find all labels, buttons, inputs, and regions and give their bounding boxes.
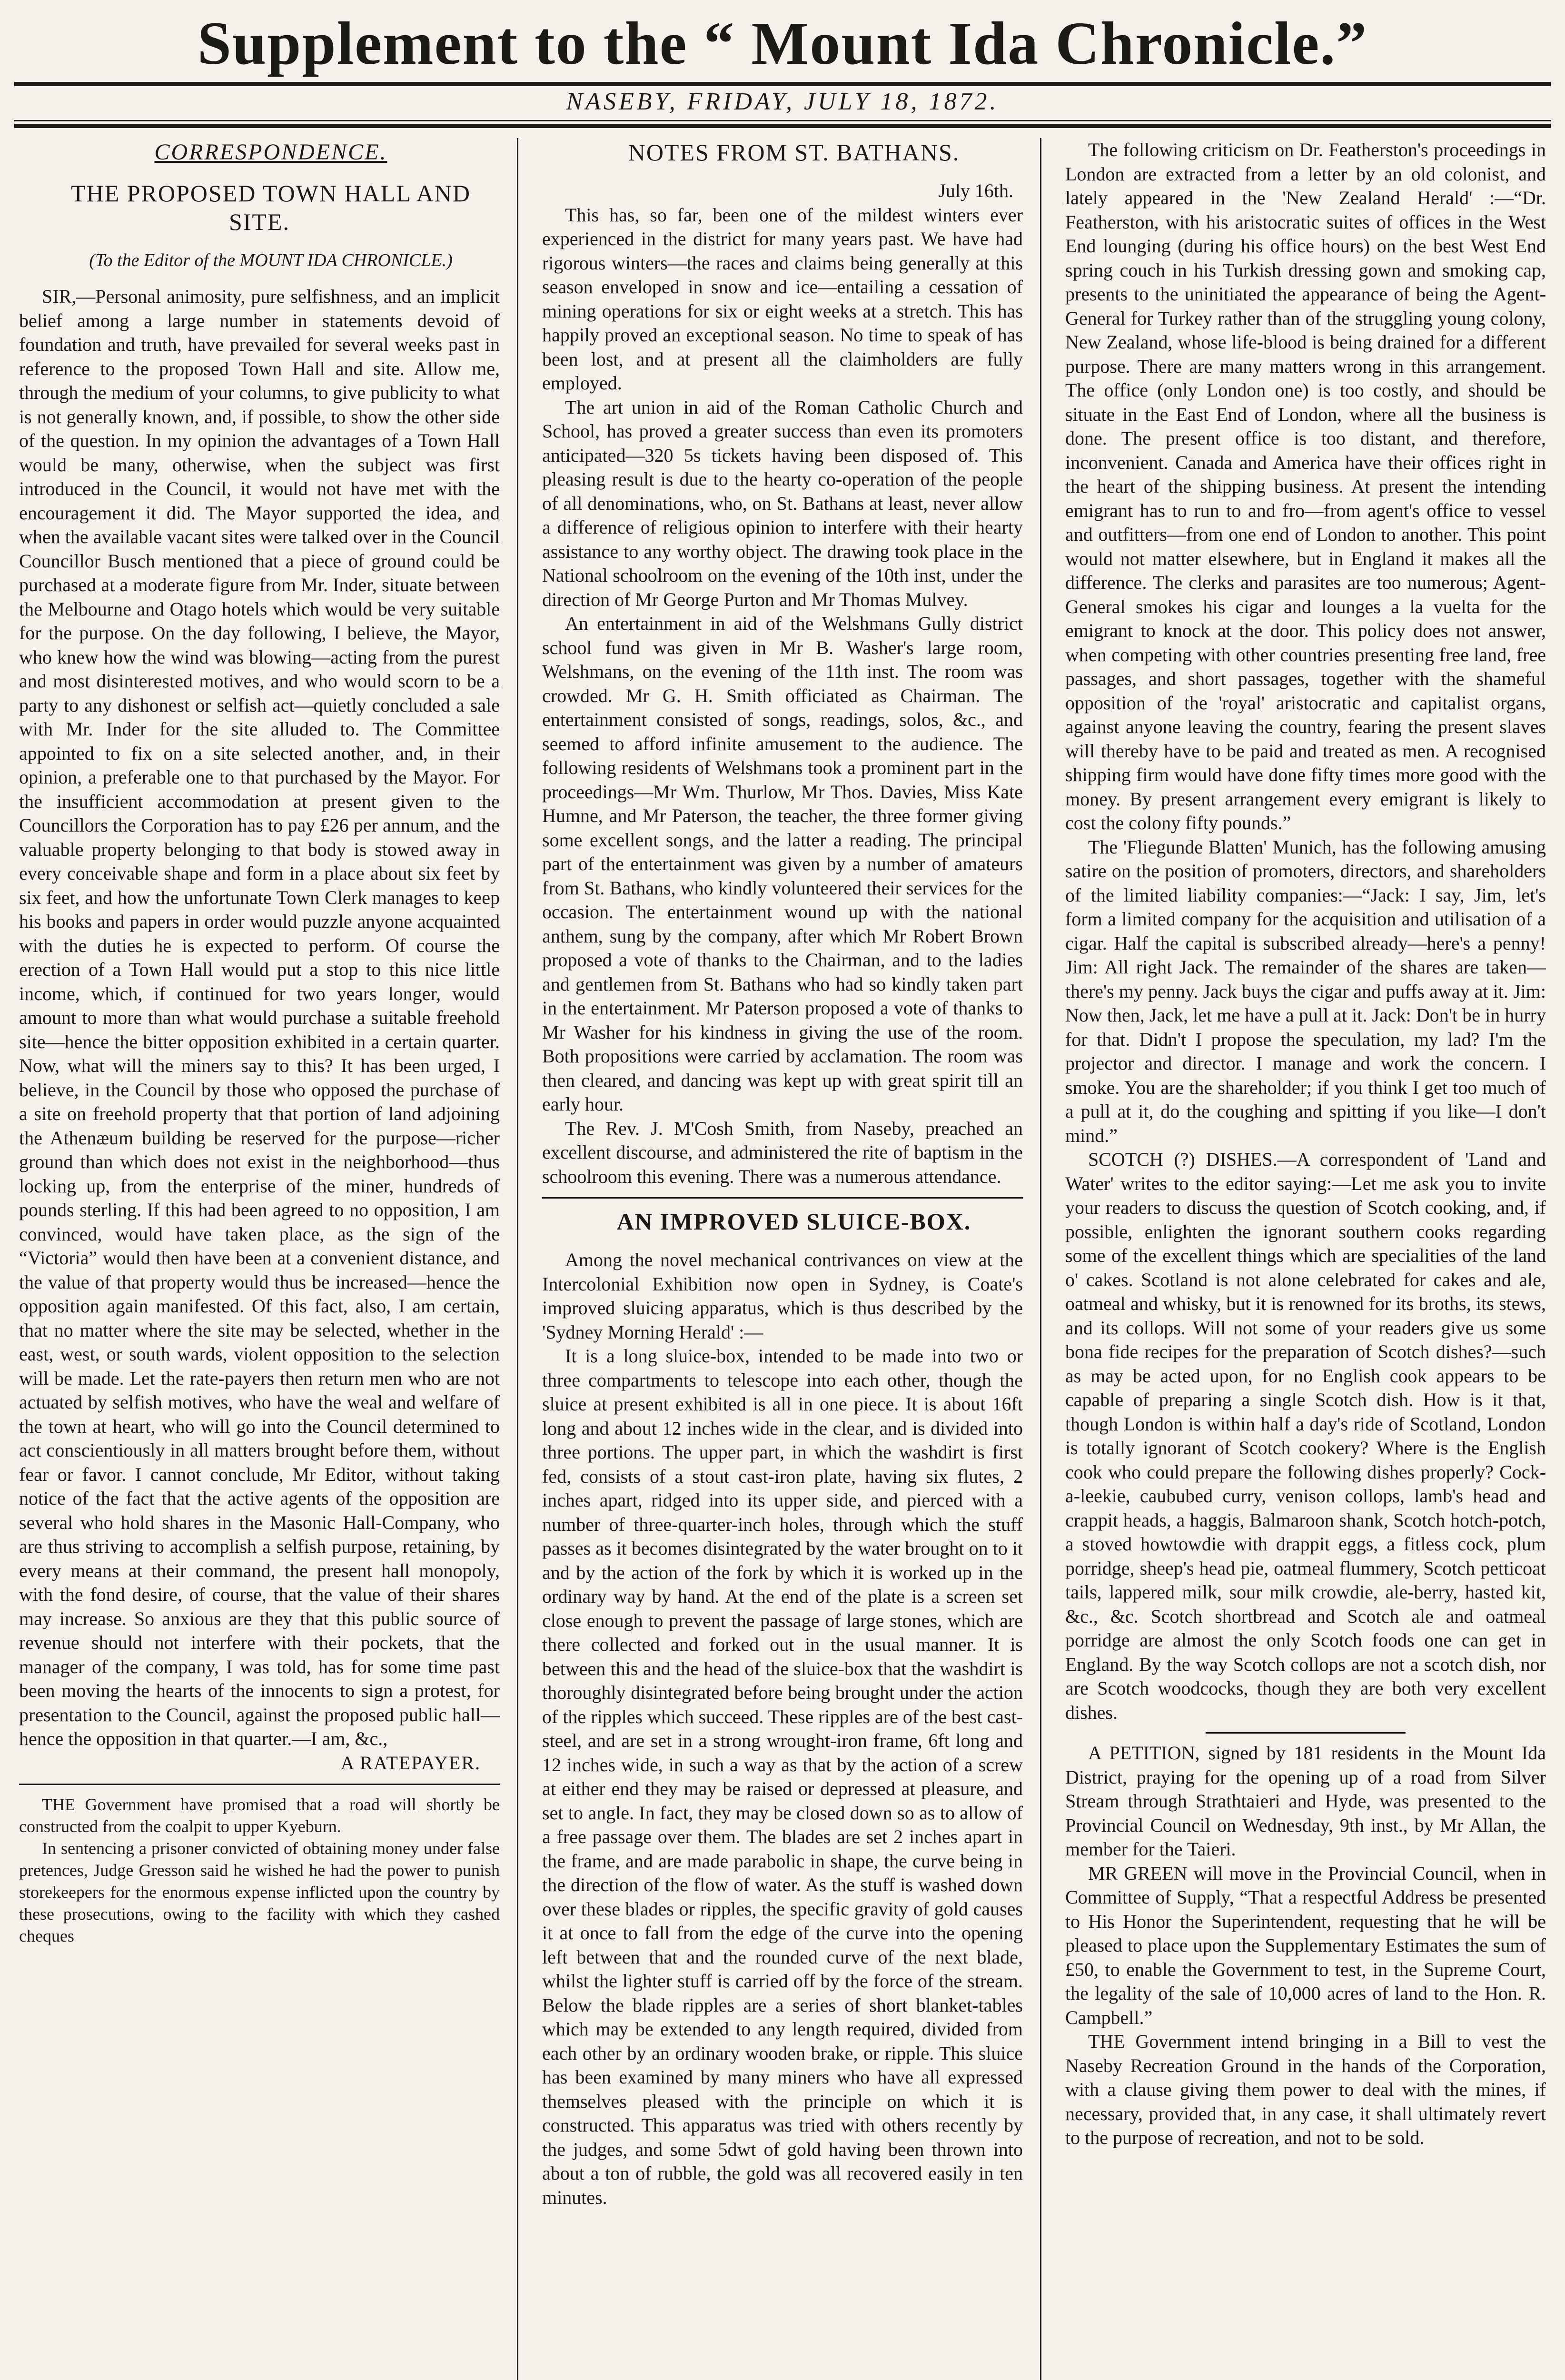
column-1: [19, 138, 500, 2380]
short-divider: [1206, 1732, 1406, 1734]
bathans-paragraph: This has, so far, been one of the mildest winters ever experienced in the district for many years past. We have had rigorous winters—the races and claims being generally at this season enveloped in snow and ice—entailing a cessation of mining operations for six or eight weeks at a stretch. This has happily proved an exceptional season. No time to speak of has been lost, and at present all the claimholders are fully employed.: [542, 204, 1023, 394]
recreation-ground-paragraph: THE Government intend bringing in a Bill to vest the Naseby Recreation Ground in the hands of the Corporation, with a clause giving them power to deal with the mines, if necessary, provided that, in any case, it shall ultimately revert to the purpose of recreation, and not to be sold.: [1065, 2031, 1546, 2148]
letter-body: SIR,—Personal animosity, pure selfishness, and an implicit belief among a large number in statements devoid of foundation and truth, have prevailed for several weeks past in reference to the proposed Town Hall and site. Allow me, through the medium of your columns, to give publicity to what is not generally known, and, if possible, to show the other side of the question. In my opinion the advantages of a Town Hall would be many, otherwise, when the subject was first introduced in the Council, it would not have met with the encouragement it did. The Mayor supported the idea, and when the available vacant sites were talked over in the Council Councillor Busch mentioned that a piece of ground could be purchased at a moderate figure from Mr. Inder, situate between the Melbourne and Otago hotels which would be very suitable for the purpose. On the day following, I believe, the Mayor, who knew how the wind was blowing—acting from the purest and most disinterested motives, and who would scorn to be a party to any dishonest or selfish act—quietly concluded a sale with Mr. Inder for the site alluded to. The Committee appointed to fix on a site selected another, and, in their opinion, a preferable one to that purchased by the Mayor. For the insufficient accommodation at present given to the Councillors the Corporation has to pay £26 per annum, and the valuable property belonging to that body is stowed away in every conceivable shape and form in a place about six feet by six feet, and how the unfortunate Town Clerk manages to keep his books and papers in order would puzzle anyone acquainted with the duties he is expected to perform. Of course the erection of a Town Hall would put a stop to this nice little income, which, if continued for two years longer, would amount to more than what would purchase a suitable freehold site—hence the bitter opposition exhibited in a certain quarter. Now, what will the miners say to this? It has been urged, I believe, in the Council by those who opposed the purchase of a site on freehold property that that portion of land adjoining the Athenæum building be reserved for the purpose—richer ground than which does not exist in the neighborhood—thus locking up, from the enterprise of the miner, hundreds of pounds sterling. If this had been agreed to no opposition, I am convinced, would have taken place, as the sign of the “Victoria” would then have been at a convenient distance, and the value of that property would thus be increased—hence the opposition again manifested. Of this fact, also, I am certain, that no matter where the site may be selected, whether in the east, west, or south wards, violent opposition to the selection will be made. Let the rate-payers then return men who are not actuated by selfish motives, who have the weal and welfare of the town at heart, who will go into the Council determined to act conscientiously in all matters brought before them, without fear or favor. I cannot conclude, Mr Editor, without taking notice of the fact that the active agents of the opposition are several who hold shares in the Masonic Hall-Company, who are thus striving to accomplish a selfish purpose, retaining, by every means at their command, the present hall monopoly, with the fond desire, of course, that the value of their shares may increase. So anxious are they that this public source of revenue should not interfere with their pockets, that the manager of the company, I was told, has for some time past been moving the hearts of the innocents to sign a protest, for presentation to the Council, against the proposed public hall—hence the opposition in that quarter.—I am, &c.,: [19, 286, 500, 1749]
featherston-paragraph: The following criticism on Dr. Featherston's proceedings in London are extracted from a letter by an old colonist, and lately appeared in the 'New Zealand Herald' :—“Dr. Featherston, with his aristocratic suites of offices in the West End lounging (during his office hours) on the best West End spring couch in his Turkish dressing gown and smoking cap, presents to the uninitiated the appearance of being the Agent-General for Turkey rather than of the struggling young colony, New Zealand, whose life-blood is being drained for a different purpose. There are many matters wrong in this arrangement. The office (only London one) is too costly, and should be situate in the East End of London, where all the business is done. The present office is too distant, and therefore, inconvenient. Canada and America have their offices right in the heart of the shipping business. At present the intending emigrant has to run to and fro—from agent's office to vessel and outfitters—from one end of London to another. This point would not matter elsewhere, but in England it makes all the difference. The clerks and parasites are too numerous; Agent-General smokes his cigar and lounges a la vuelta for the emigrant to knock at the door. This policy does not answer, when competing with other countries presenting free land, free passages, and short passages, together with the shameful opposition of the 'royal' aristocratic and capitalist organs, against anyone leaving the country, fearing the present slaves will thereby have to be paid and treated as men. A recognised shipping firm would have done fifty times more good with the money. By present arrangement every emigrant is likely to cost the colony fifty pounds.”: [1065, 139, 1546, 833]
news-item: In sentencing a prisoner convicted of obtaining money under false pretences, Judge Gresson said he wished he had the power to punish storekeepers for the enormous expense inflicted upon the country by these prosecutions, owing to the facility with which they cashed cheques: [19, 1839, 500, 1945]
masthead-rule-top: [14, 82, 1551, 86]
masthead-rule-bottom: [14, 120, 1551, 121]
bathans-date: July 16th.: [938, 180, 1013, 201]
masthead-rule-bottom-thick: [14, 124, 1551, 128]
bathans-paragraph: The Rev. J. M'Cosh Smith, from Naseby, preached an excellent discourse, and administered the rite of baptism in the schoolroom this evening. There was a numerous attendance.: [542, 1117, 1023, 1187]
newspaper-title: Supplement to the “ Mount Ida Chronicle.”: [197, 10, 1368, 77]
letter-headline: THE PROPOSED TOWN HALL AND SITE.: [71, 180, 471, 235]
dateline: NASEBY, FRIDAY, JULY 18, 1872.: [566, 88, 999, 115]
satire-paragraph: The 'Fliegunde Blatten' Munich, has the following amusing satire on the position of promoters, directors, and shareholders of the limited liability companies:—“Jack: I say, Jim, let's form a limited company for the acquisition and utilisation of a cigar. Half the capital is subscribed already—here's a penny! Jim: All right Jack. The remainder of the shares are taken—there's my penny. Jack buys the cigar and puffs away at it. Jim: Now then, Jack, let me have a pull at it. Jack: Don't be in hurry for that. Didn't I propose the speculation, my lad? I'm the projector and director. I manage and work the concern. I smoke. You are the shareholder; if you think I get too much of a pull at it, do the coughing and spitting if you like—I don't mind.”: [1065, 836, 1546, 1146]
article-divider: [542, 1197, 1023, 1199]
column-3: [1065, 138, 1546, 2380]
article-divider: [19, 1784, 500, 1785]
bathans-paragraph: An entertainment in aid of the Welshmans Gully district school fund was given in Mr B. Washer's large room, Welshmans, on the evening of the 11th inst. The room was crowded. Mr G. H. Smith officiated as Chairman. The entertainment consisted of songs, readings, solos, &c., and seemed to afford infinite amusement to the audience. The following residents of Welshmans took a prominent part in the proceedings—Mr Wm. Thurlow, Mr Thos. Davies, Miss Kate Humne, and Mr Paterson, the teacher, the three former giving some excellent songs, and the latter a reading. The principal part of the entertainment was given by a number of amateurs from St. Bathans, who kindly volunteered their services for the occasion. The entertainment wound up with the national anthem, sung by the company, after which Mr Robert Brown proposed a vote of thanks to the Chairman, and to the ladies and gentlemen from St. Bathans who had so kindly taken part in the entertainment. Mr Paterson proposed a vote of thanks to Mr Washer for his kindness in giving the use of the room. Both propositions were carried by acclamation. The room was then cleared, and dancing was kept up with great spirit till an early hour.: [542, 613, 1023, 1115]
sluice-paragraph: Among the novel mechanical contrivances on view at the Intercolonial Exhibition now open in Sydney, is Coate's improved sluicing apparatus, which is thus described by the 'Sydney Morning Herald' :—: [542, 1249, 1023, 1343]
sluice-headline: AN IMPROVED SLUICE-BOX.: [616, 1208, 971, 1235]
column-divider-1: [517, 138, 518, 2380]
bathans-paragraph: The art union in aid of the Roman Catholic Church and School, has proved a greater success than even its promoters anticipated—320 5s tickets having been disposed of. This pleasing result is due to the hearty co-operation of the people of all denominations, who, on St. Bathans at least, never allow a difference of religious opinion to interfere with their hearty assistance to any worthy object. The drawing took place in the National schoolroom on the evening of the 10th inst, under the direction of Mr George Purton and Mr Thomas Mulvey.: [542, 396, 1023, 610]
scotch-dishes-paragraph: SCOTCH (?) DISHES.—A correspondent of 'Land and Water' writes to the editor saying:—Let me ask you to invite your readers to discuss the question of Scotch cooking, and, if possible, enlighten the ignorant southern cooks regarding some of the excellent things which are specialities of the land o' cakes. Scotland is not alone celebrated for cakes and ale, oatmeal and whisky, but it is renowned for its broths, its stews, and its collops. Will not some of your readers give us some bona fide recipes for the preparation of Scotch dishes?—such as may be acted upon, for no English cook appears to be capable of preparing a single Scotch dish. How is it that, though London is within half a day's ride of Scotland, London is totally ignorant of Scotch cookery? Where is the English cook who could prepare the following dishes properly? Cock-a-leekie, caububed curry, venison collops, lamb's head and crappit heads, a haggis, Balmaroon shank, Scotch hotch-potch, a stoved howtowdie with drappit eggs, a fitless cock, plum porridge, sheep's head pie, oatmeal flummery, Scotch petticoat tails, lappered milk, sour milk crowdie, ale-berry, hasted kit, &c., &c. Scotch shortbread and Scotch ale and oatmeal porridge are almost the only Scotch foods one can get in England. By the way Scotch collops are not a scotch dish, nor are Scotch woodcocks, though they are both very excellent dishes.: [1065, 1149, 1546, 1723]
letter-signature: A RATEPAYER.: [340, 1752, 481, 1774]
sluice-paragraph: It is a long sluice-box, intended to be made into two or three compartments to telescope into each other, though the sluice at present exhibited is all in one piece. It is about 16ft long and about 12 inches wide in the clear, and is divided into three portions. The upper part, in which the washdirt is first fed, consists of a stout cast-iron plate, having six flutes, 2 inches apart, ridged into its upper side, and pierced with a number of three-quarter-inch holes, through which the stuff passes as it becomes disintegrated by the water brought on to it and by the action of the fork by which it is worked up in the ordinary way by hand. At the end of the plate is a screen set close enough to prevent the passage of large stones, which are there collected and forked out in the usual manner. It is between this and the head of the sluice-box that the washdirt is thoroughly disintegrated before being brought under the action of the ripples which succeed. These ripples are of the best cast-steel, and are set in a strong wrought-iron frame, 6ft long and 12 inches wide, in such a way as that by the action of a screw at either end they may be raised or depressed at pleasure, and set to angle. In fact, they may be closed down so as to allow of a free passage over them. The blades are set 2 inches apart in the frame, and are made parabolic in shape, the curve being in the direction of the flow of water. As the stuff is washed down over these blades or ripples, the specific gravity of gold causes it at once to fall from the edge of the curve into the opening left between that and the rounded curve of the next blade, whilst the lighter stuff is carried off by the force of the stream. Below the blade ripples are a series of short blanket-tables which may be extended to any length required, divided from each other by an ordinary wooden brake, or ripple. This sluice has been examined by many miners who have all expressed themselves pleased with the principle on which it is constructed. This apparatus was tried with others recently by the judges, and some 5dwt of gold having been thrown into about a ton of rubble, the gold was all recovered easily in ten minutes.: [542, 1345, 1023, 2208]
news-item: THE Government have promised that a road will shortly be constructed from the coalpit to upper Kyeburn.: [19, 1795, 500, 1836]
petition-paragraph: A PETITION, signed by 181 residents in the Mount Ida District, praying for the opening up of a road from Silver Stream through Strathtaieri and Hyde, was presented to the Provincial Council on Wednesday, 9th inst., by Mr Allan, the member for the Taieri.: [1065, 1742, 1546, 1860]
column-2: [542, 138, 1023, 2380]
letter-to-editor: (To the Editor of the MOUNT IDA CHRONICLE.): [89, 250, 453, 270]
bathans-headline: NOTES FROM ST. BATHANS.: [628, 139, 960, 166]
section-title: CORRESPONDENCE.: [154, 139, 387, 165]
council-motion-paragraph: MR GREEN will move in the Provincial Council, when in Committee of Supply, “That a respectful Address be presented to His Honor the Superintendent, requesting that he will be pleased to place upon the Supplementary Estimates the sum of £50, to enable the Government to test, in the Supreme Court, the legality of the sale of 10,000 acres of land to the Hon. R. Campbell.”: [1065, 1862, 1546, 2028]
column-divider-2: [1040, 138, 1041, 2380]
